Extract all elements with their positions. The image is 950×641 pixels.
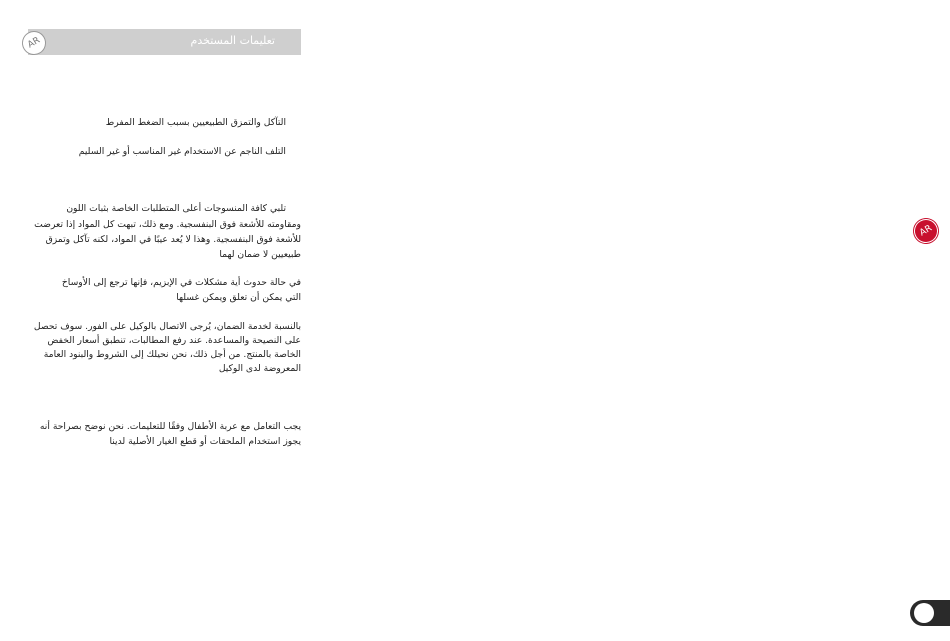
paragraph-line: تلبي كافة المنسوجات أعلى المتطلبات الخاصة بثبات اللون [66,203,286,214]
side-language-tab [910,215,943,248]
paragraph-line: يجب التعامل مع عربة الأطفال وفقًا للتعليمات. نحن نوضح بصراحة أنه [39,421,301,432]
paragraph-line: بالنسبة لخدمة الضمان، يُرجى الاتصال بالوكيل على الفور. سوف تحصل [33,321,301,332]
paragraph-line: المعروضة لدى الوكيل [218,363,301,374]
paragraph-line: ومقاومته للأشعة فوق البنفسجية. ومع ذلك، تبهت كل المواد إذا تعرضت [34,219,301,230]
side-language-code: AR [918,223,934,239]
header-bar [28,29,301,55]
page-tab [910,600,950,626]
page-tab-circle [914,603,934,623]
page-title: تعليمات المستخدم [190,34,275,47]
language-code: AR [26,35,42,51]
paragraph-line: في حالة حدوث أية مشكلات في الإبزيم، فإنها ترجع إلى الأوساخ [61,277,301,288]
paragraph-line: يجوز استخدام الملحقات أو قطع الغيار الأصلية لدينا [109,436,301,447]
paragraph-line: على النصيحة والمساعدة. عند رفع المطالبات، تنطبق أسعار الخفض [47,335,301,346]
paragraph-line: التي يمكن أن تعلق ويمكن غسلها [176,292,301,303]
paragraph-line: للأشعة فوق البنفسجية. وهذا لا يُعد عيبًا في المواد، لكنه تآكل وتمزق [45,234,301,245]
exclusion-item: التآكل والتمزق الطبيعيين بسبب الضغط المفرط [105,117,286,128]
paragraph-line: الخاصة بالمنتج. من أجل ذلك، نحن نحيلك إلى الشروط والبنود العامة [43,349,301,360]
paragraph-line: طبيعيين لا ضمان لهما [219,249,301,260]
exclusion-item: التلف الناجم عن الاستخدام غير المناسب أو غير السليم [78,146,286,157]
